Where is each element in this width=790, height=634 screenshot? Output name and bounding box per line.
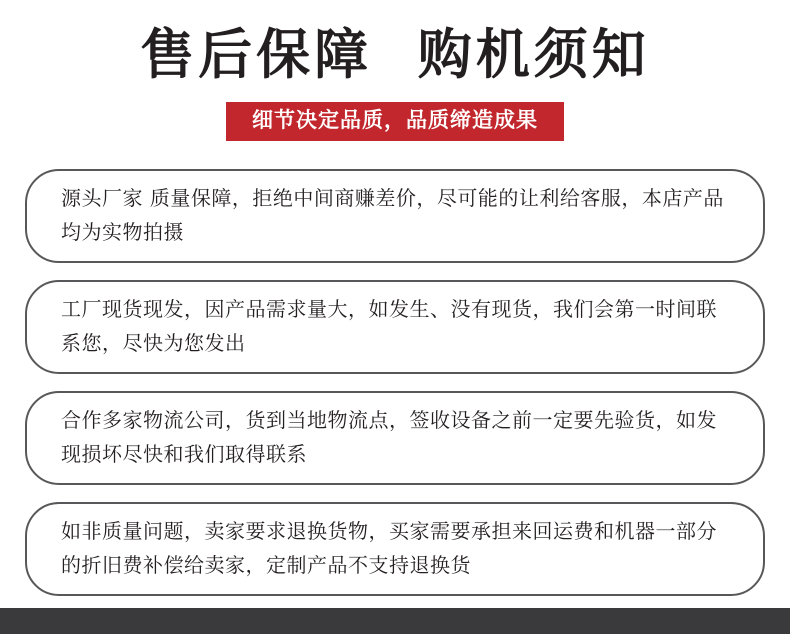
- list-item: [25, 391, 765, 485]
- list-item: [25, 502, 765, 596]
- page-title: 售后保障 购机须知: [140, 23, 650, 86]
- list-item: [25, 169, 765, 263]
- list-item: [25, 280, 765, 374]
- note-text: 如非质量问题，卖家要求退换货物，买家需要承担来回运费和机器一部分的折旧费补偿给卖家，定制产品不支持退换货: [61, 519, 717, 577]
- footer-band: [0, 608, 790, 634]
- slogan-ribbon: 细节决定品质，品质缔造成果: [226, 102, 564, 141]
- note-text: 工厂现货现发，因产品需求量大，如发生、没有现货，我们会第一时间联系您，尽快为您发出: [61, 297, 717, 355]
- notes-list: [25, 169, 765, 596]
- note-text: 合作多家物流公司，货到当地物流点，签收设备之前一定要先验货，如发现损坏尽快和我们取得联系: [61, 408, 717, 466]
- note-text: 源头厂家 质量保障，拒绝中间商赚差价，尽可能的让利给客服，本店产品均为实物拍摄: [61, 186, 724, 244]
